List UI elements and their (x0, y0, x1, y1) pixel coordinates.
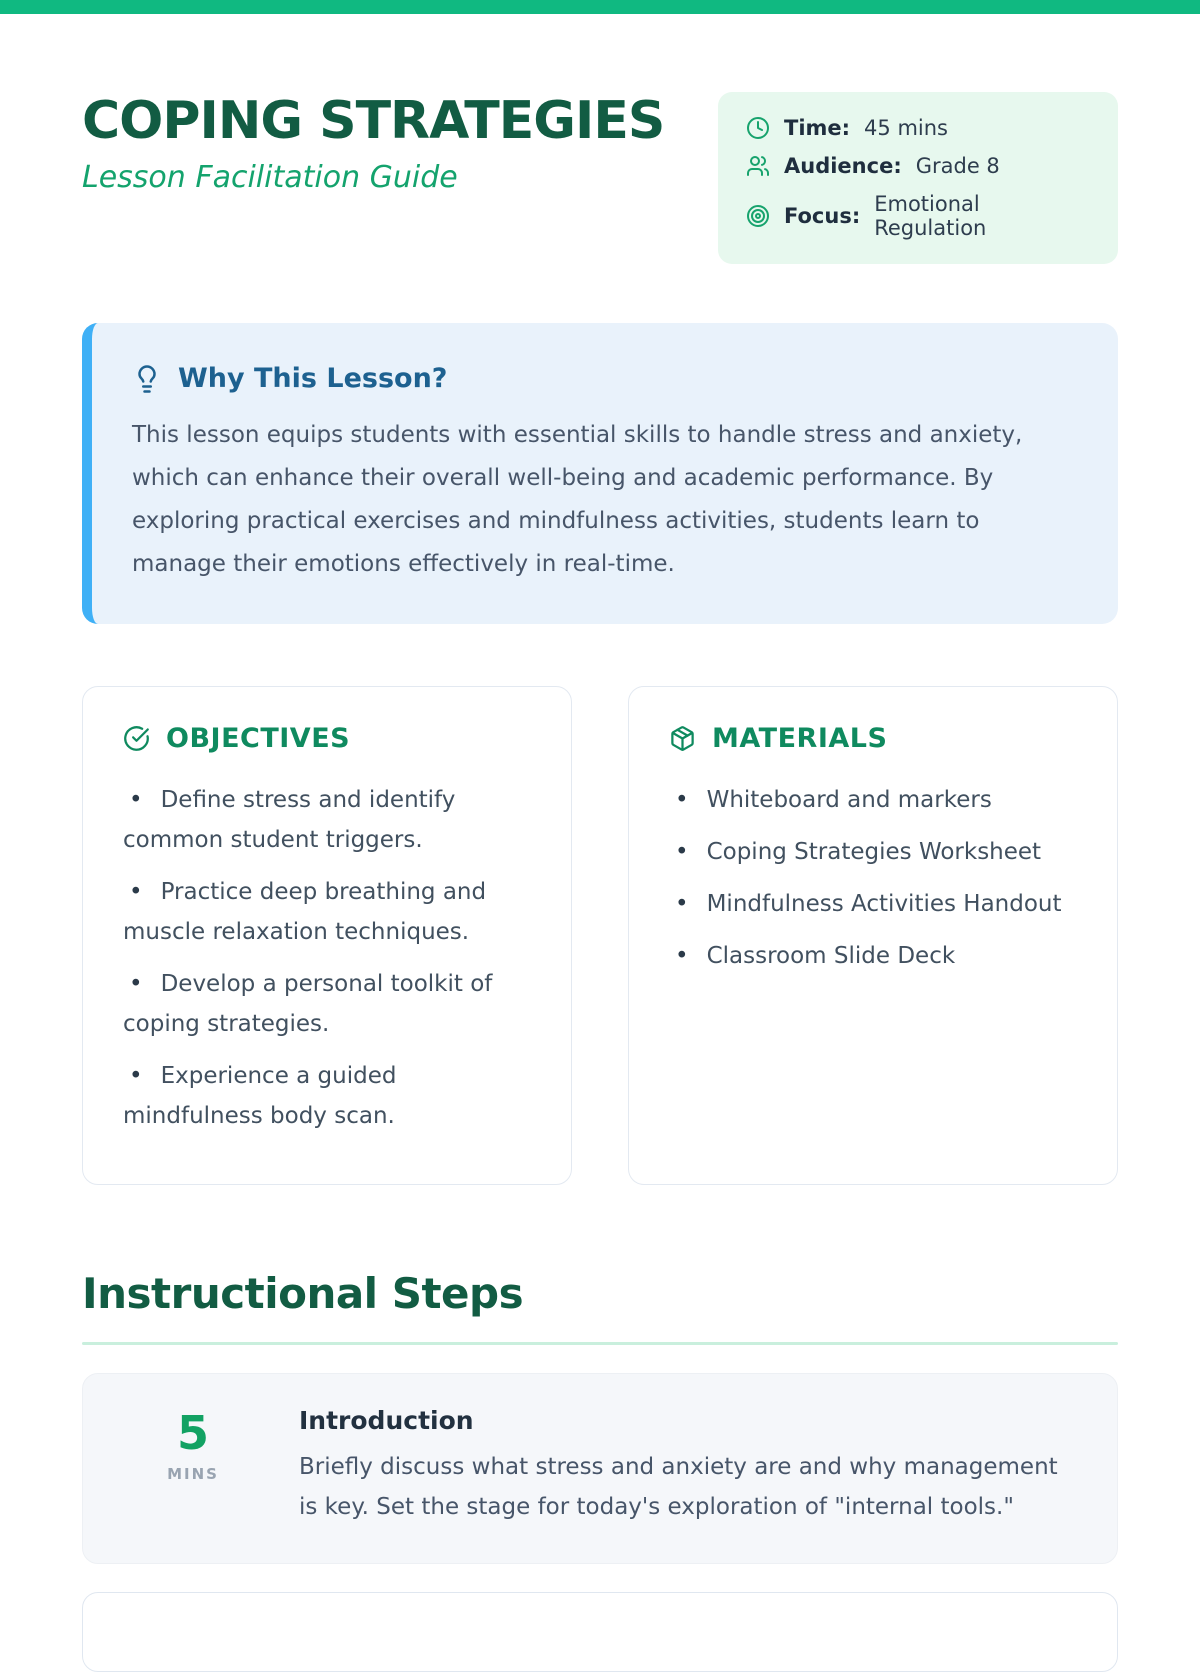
objectives-title: OBJECTIVES (166, 723, 351, 754)
materials-title: MATERIALS (712, 723, 888, 754)
objectives-list (123, 780, 531, 1136)
materials-list (669, 780, 1077, 976)
title-block (82, 91, 665, 196)
meta-value: Emotional Regulation (874, 192, 987, 240)
step-title: Introduction (299, 1406, 474, 1435)
why-body-text: This lesson equips students with essential skills to handle stress and anxiety, which can enhance their overall well-being and academic performance. By exploring practical exercises and mindfulness activities, students learn to manage their emotions effectively in real-time. (132, 422, 1023, 577)
clock-icon (746, 116, 770, 140)
list-item: • Mindfulness Activities Handout (669, 884, 1077, 924)
step-description: Briefly discuss what stress and anxiety are and why management is key. Set the stage for today's exploration of "internal tools." (299, 1454, 1058, 1520)
instructional-steps-title: Instructional Steps (82, 1269, 524, 1318)
top-accent-bar (0, 0, 1200, 14)
info-cards-row (82, 686, 1118, 1185)
step-card-partial (82, 1592, 1118, 1672)
package-icon (669, 725, 696, 752)
materials-heading (669, 723, 1077, 754)
list-item: • Practice deep breathing and muscle relaxation techniques. (123, 872, 531, 952)
list-item: • Develop a personal toolkit of coping strategies. (123, 964, 531, 1044)
why-this-lesson-callout (82, 323, 1118, 624)
why-title: Why This Lesson? (178, 363, 448, 394)
step-minutes-unit: MINS (167, 1464, 219, 1483)
list-item: • Define stress and identify common student triggers. (123, 780, 531, 860)
header (82, 91, 1118, 264)
page-title: COPING STRATEGIES (82, 91, 665, 151)
meta-value: Grade 8 (915, 154, 1000, 178)
lesson-guide-page (0, 91, 1200, 1672)
page-subtitle: Lesson Facilitation Guide (82, 160, 458, 196)
meta-row-audience (746, 154, 1090, 178)
check-circle-icon (123, 725, 150, 752)
why-heading (132, 363, 1074, 394)
objectives-heading (123, 723, 531, 754)
list-item: • Classroom Slide Deck (669, 936, 1077, 976)
step-card-introduction (82, 1373, 1118, 1564)
list-item: • Coping Strategies Worksheet (669, 832, 1077, 872)
meta-label: Audience: (784, 154, 902, 178)
step-content (299, 1406, 1077, 1527)
lightbulb-icon (132, 364, 162, 394)
objectives-card (82, 686, 572, 1185)
meta-row-focus (746, 192, 1090, 240)
target-icon (746, 204, 770, 228)
meta-value: 45 mins (864, 116, 948, 140)
section-divider (82, 1342, 1118, 1345)
step-minutes: 5 (176, 1406, 209, 1460)
meta-row-time (746, 116, 1090, 140)
meta-label: Time: (784, 116, 851, 140)
step-duration (123, 1406, 263, 1527)
list-item: • Experience a guided mindfulness body scan. (123, 1056, 531, 1136)
materials-card (628, 686, 1118, 1185)
lesson-meta-box (718, 92, 1118, 264)
list-item: • Whiteboard and markers (669, 780, 1077, 820)
meta-label: Focus: (784, 204, 861, 228)
users-icon (746, 154, 770, 178)
